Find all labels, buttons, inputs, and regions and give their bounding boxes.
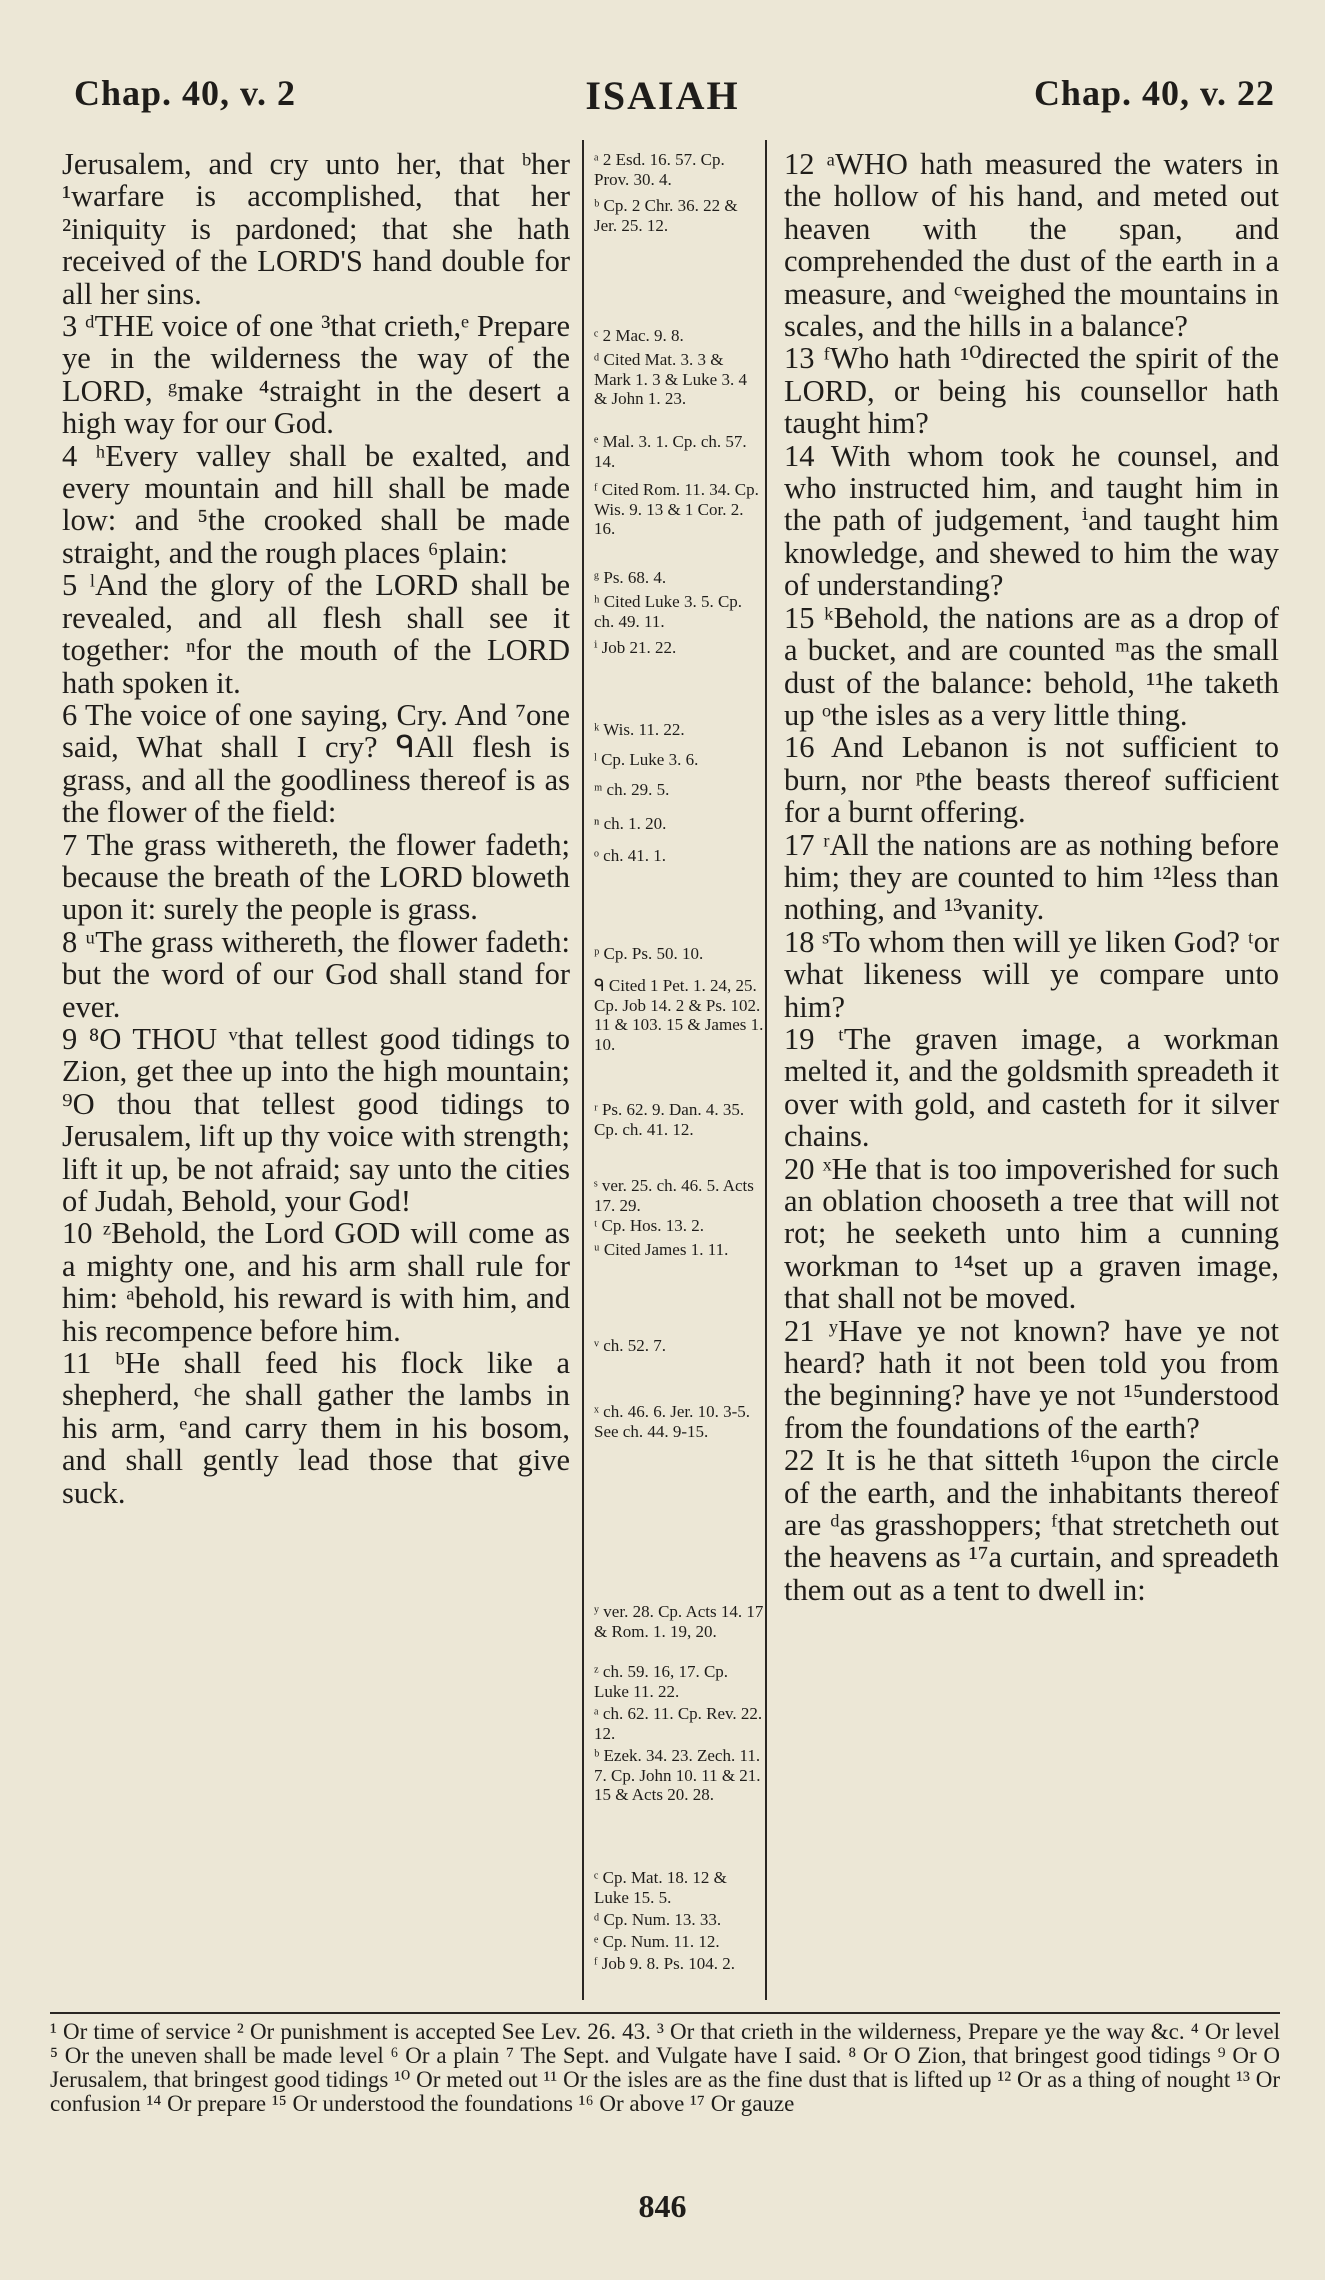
column-divider-left (582, 140, 584, 2000)
cross-reference: ᶜ 2 Mac. 9. 8. (594, 326, 684, 345)
text-column-left (62, 148, 570, 1509)
cross-reference: ᶜ Cp. Mat. 18. 12 & Luke 15. 5. (594, 1868, 727, 1907)
book-title: ISAIAH (585, 73, 740, 118)
verse-paragraph: 8 ᵘThe grass withereth, the flower fadeth: but the word of our God shall stand for ever. (62, 924, 570, 1024)
verse-paragraph: Jerusalem, and cry unto her, that ᵇher ¹warfare is accomplished, that her ²iniquity is pardoned; that she hath received of the LORD'S hand double for all her sins. (62, 147, 570, 311)
cross-reference: ʰ Cited Luke 3. 5. Cp. ch. 49. 11. (594, 592, 743, 631)
cross-reference: ʸ ver. 28. Cp. Acts 14. 17 & Rom. 1. 19, 20. (594, 1602, 764, 1641)
verse-paragraph: 14 With whom took he counsel, and who instructed him, and taught him in the path of judgement, ⁱand taught him knowledge, and shewed to him the way of understanding? (784, 438, 1279, 603)
cross-reference: ⁱ Job 21. 22. (594, 638, 677, 657)
column-divider-right (765, 140, 767, 2000)
cross-reference: ᵛ ch. 52. 7. (594, 1336, 667, 1355)
cross-reference: ᶠ Cited Rom. 11. 34. Cp. Wis. 9. 13 & 1 Cor. 2. 16. (594, 480, 759, 538)
cross-reference: ᵈ Cp. Num. 13. 33. (594, 1910, 722, 1929)
verse-paragraph: 13 ᶠWho hath ¹⁰directed the spirit of the LORD, or being his counsellor hath taught him? (784, 341, 1279, 441)
cross-reference: ᵇ Cp. 2 Chr. 36. 22 & Jer. 25. 12. (594, 196, 738, 235)
cross-reference: ᑫ Cited 1 Pet. 1. 24, 25. Cp. Job 14. 2 & Ps. 102. 11 & 103. 15 & James 1. 10. (594, 976, 764, 1054)
text-column-right (784, 148, 1279, 1606)
verse-paragraph: 9 ⁸O THOU ᵛthat tellest good tidings to Zion, get thee up into the high mountain; ⁹O thou that tellest good tidings to Jerusalem, lift up thy voice with strength; lift it up, be not afraid; say unto the cities of Judah, Behold, your God! (62, 1021, 570, 1218)
footnotes: ¹ Or time of service ² Or punishment is accepted See Lev. 26. 43. ³ Or that crieth in the wilderness, Prepare ye the way &c. ⁴ Or level ⁵ Or the uneven shall be made level ⁶ Or a plain ⁷ The Sept. and Vulgate have I said. ⁸ Or O Zion, that bringest good tidings ⁹ Or O Jerusalem, that bringest good tidings ¹⁰ Or meted out ¹¹ Or the isles are as the fine dust that is lifted up ¹² Or as a thing of nought ¹³ Or confusion ¹⁴ Or prepare ¹⁵ Or understood the foundations ¹⁶ Or above ¹⁷ Or gauze (50, 2019, 1280, 2116)
cross-reference: ᵐ ch. 29. 5. (594, 780, 670, 799)
verse-paragraph: 12 ᵃWHO hath measured the waters in the hollow of his hand, and meted out heaven with the span, and comprehended the dust of the earth in a measure, and ᶜweighed the mountains in scales, and the hills in a balance? (784, 147, 1279, 344)
cross-reference: ᵇ Ezek. 34. 23. Zech. 11. 7. Cp. John 10. 11 & 21. 15 & Acts 20. 28. (594, 1746, 761, 1804)
cross-reference: ᵉ Cp. Num. 11. 12. (594, 1932, 720, 1951)
cross-reference: ᵗ Cp. Hos. 13. 2. (594, 1216, 704, 1235)
verse-paragraph: 10 ᶻBehold, the Lord GOD will come as a mighty one, and his arm shall rule for him: ᵃbehold, his reward is with him, and his recompence before him. (62, 1216, 570, 1348)
cross-reference: ᶻ ch. 59. 16, 17. Cp. Luke 11. 22. (594, 1662, 729, 1701)
cross-reference: ˣ ch. 46. 6. Jer. 10. 3-5. See ch. 44. 9-15. (594, 1402, 751, 1441)
cross-reference: ᵉ Mal. 3. 1. Cp. ch. 57. 14. (594, 432, 747, 471)
cross-reference: ᵃ ch. 62. 11. Cp. Rev. 22. 12. (594, 1704, 763, 1743)
page-number: 846 (638, 2188, 687, 2224)
cross-reference: ᵒ ch. 41. 1. (594, 846, 666, 865)
cross-reference: ᵘ Cited James 1. 11. (594, 1240, 729, 1259)
verse-paragraph: 20 ˣHe that is too impoverished for such an oblation chooseth a tree that will not rot; he seeketh unto him a cunning workman to ¹⁴set up a graven image, that shall not be moved. (784, 1151, 1279, 1316)
running-head-left: Chap. 40, v. 2 (74, 73, 297, 113)
cross-reference: ᵃ 2 Esd. 16. 57. Cp. Prov. 30. 4. (594, 150, 725, 189)
verse-paragraph: 18 ˢTo whom then will ye liken God? ᵗor what likeness will ye compare unto him? (784, 924, 1279, 1024)
verse-paragraph: 3 ᵈTHE voice of one ³that crieth,ᵉ Prepare ye in the wilderness the way of the LORD, ᵍmake ⁴straight in the desert a high way for our God. (62, 309, 570, 441)
verse-paragraph: 15 ᵏBehold, the nations are as a drop of a bucket, and are counted ᵐas the small dust of the balance: behold, ¹¹he taketh up ᵒthe isles as a very little thing. (784, 600, 1279, 732)
verse-paragraph: 5 ˡAnd the glory of the LORD shall be revealed, and all flesh shall see it together: ⁿfor the mouth of the LORD hath spoken it. (62, 568, 570, 700)
verse-paragraph: 11 ᵇHe shall feed his flock like a shepherd, ᶜhe shall gather the lambs in his arm, ᵉand carry them in his bosom, and shall gently lead those that give suck. (62, 1346, 570, 1510)
verse-paragraph: 22 It is he that sitteth ¹⁶upon the circle of the earth, and the inhabitants thereof are ᵈas grasshoppers; ᶠthat stretcheth out the heavens as ¹⁷a curtain, and spreadeth them out as a tent to dwell in: (784, 1443, 1279, 1607)
verse-paragraph: 7 The grass withereth, the flower fadeth; because the breath of the LORD bloweth upon it: surely the people is grass. (62, 827, 570, 927)
cross-reference: ʳ Ps. 62. 9. Dan. 4. 35. Cp. ch. 41. 12. (594, 1100, 745, 1139)
cross-reference: ᵖ Cp. Ps. 50. 10. (594, 944, 704, 963)
cross-reference: ᵍ Ps. 68. 4. (594, 568, 667, 587)
verse-paragraph: 6 The voice of one saying, Cry. And ⁷one said, What shall I cry? ᑫAll flesh is grass, and all the goodliness thereof is as the flower of the field: (62, 697, 570, 830)
cross-reference: ˢ ver. 25. ch. 46. 5. Acts 17. 29. (594, 1176, 754, 1215)
verse-paragraph: 16 And Lebanon is not sufficient to burn, nor ᵖthe beasts thereof sufficient for a burnt offering. (784, 730, 1279, 830)
cross-reference: ⁿ ch. 1. 20. (594, 814, 667, 833)
verse-paragraph: 19 ᵗThe graven image, a workman melted it, and the goldsmith spreadeth it over with gold, and casteth for it silver chains. (784, 1021, 1279, 1154)
verse-paragraph: 17 ʳAll the nations are as nothing before him; they are counted to him ¹²less than nothing, and ¹³vanity. (784, 827, 1279, 927)
verse-paragraph: 21 ʸHave ye not known? have ye not heard? hath it not been told you from the beginning? have ye not ¹⁵understood from the foundations of the earth? (784, 1313, 1279, 1445)
cross-reference: ᵏ Wis. 11. 22. (594, 720, 685, 739)
cross-reference: ˡ Cp. Luke 3. 6. (594, 750, 699, 769)
running-head-right: Chap. 40, v. 22 (1033, 73, 1275, 113)
cross-reference: ᵈ Cited Mat. 3. 3 & Mark 1. 3 & Luke 3. 4 & John 1. 23. (594, 350, 747, 408)
verse-paragraph: 4 ʰEvery valley shall be exalted, and every mountain and hill shall be made low: and ⁵the crooked shall be made straight, and the rough places ⁶plain: (62, 438, 570, 570)
footnote-rule (50, 2012, 1280, 2014)
cross-reference: ᶠ Job 9. 8. Ps. 104. 2. (594, 1954, 735, 1973)
